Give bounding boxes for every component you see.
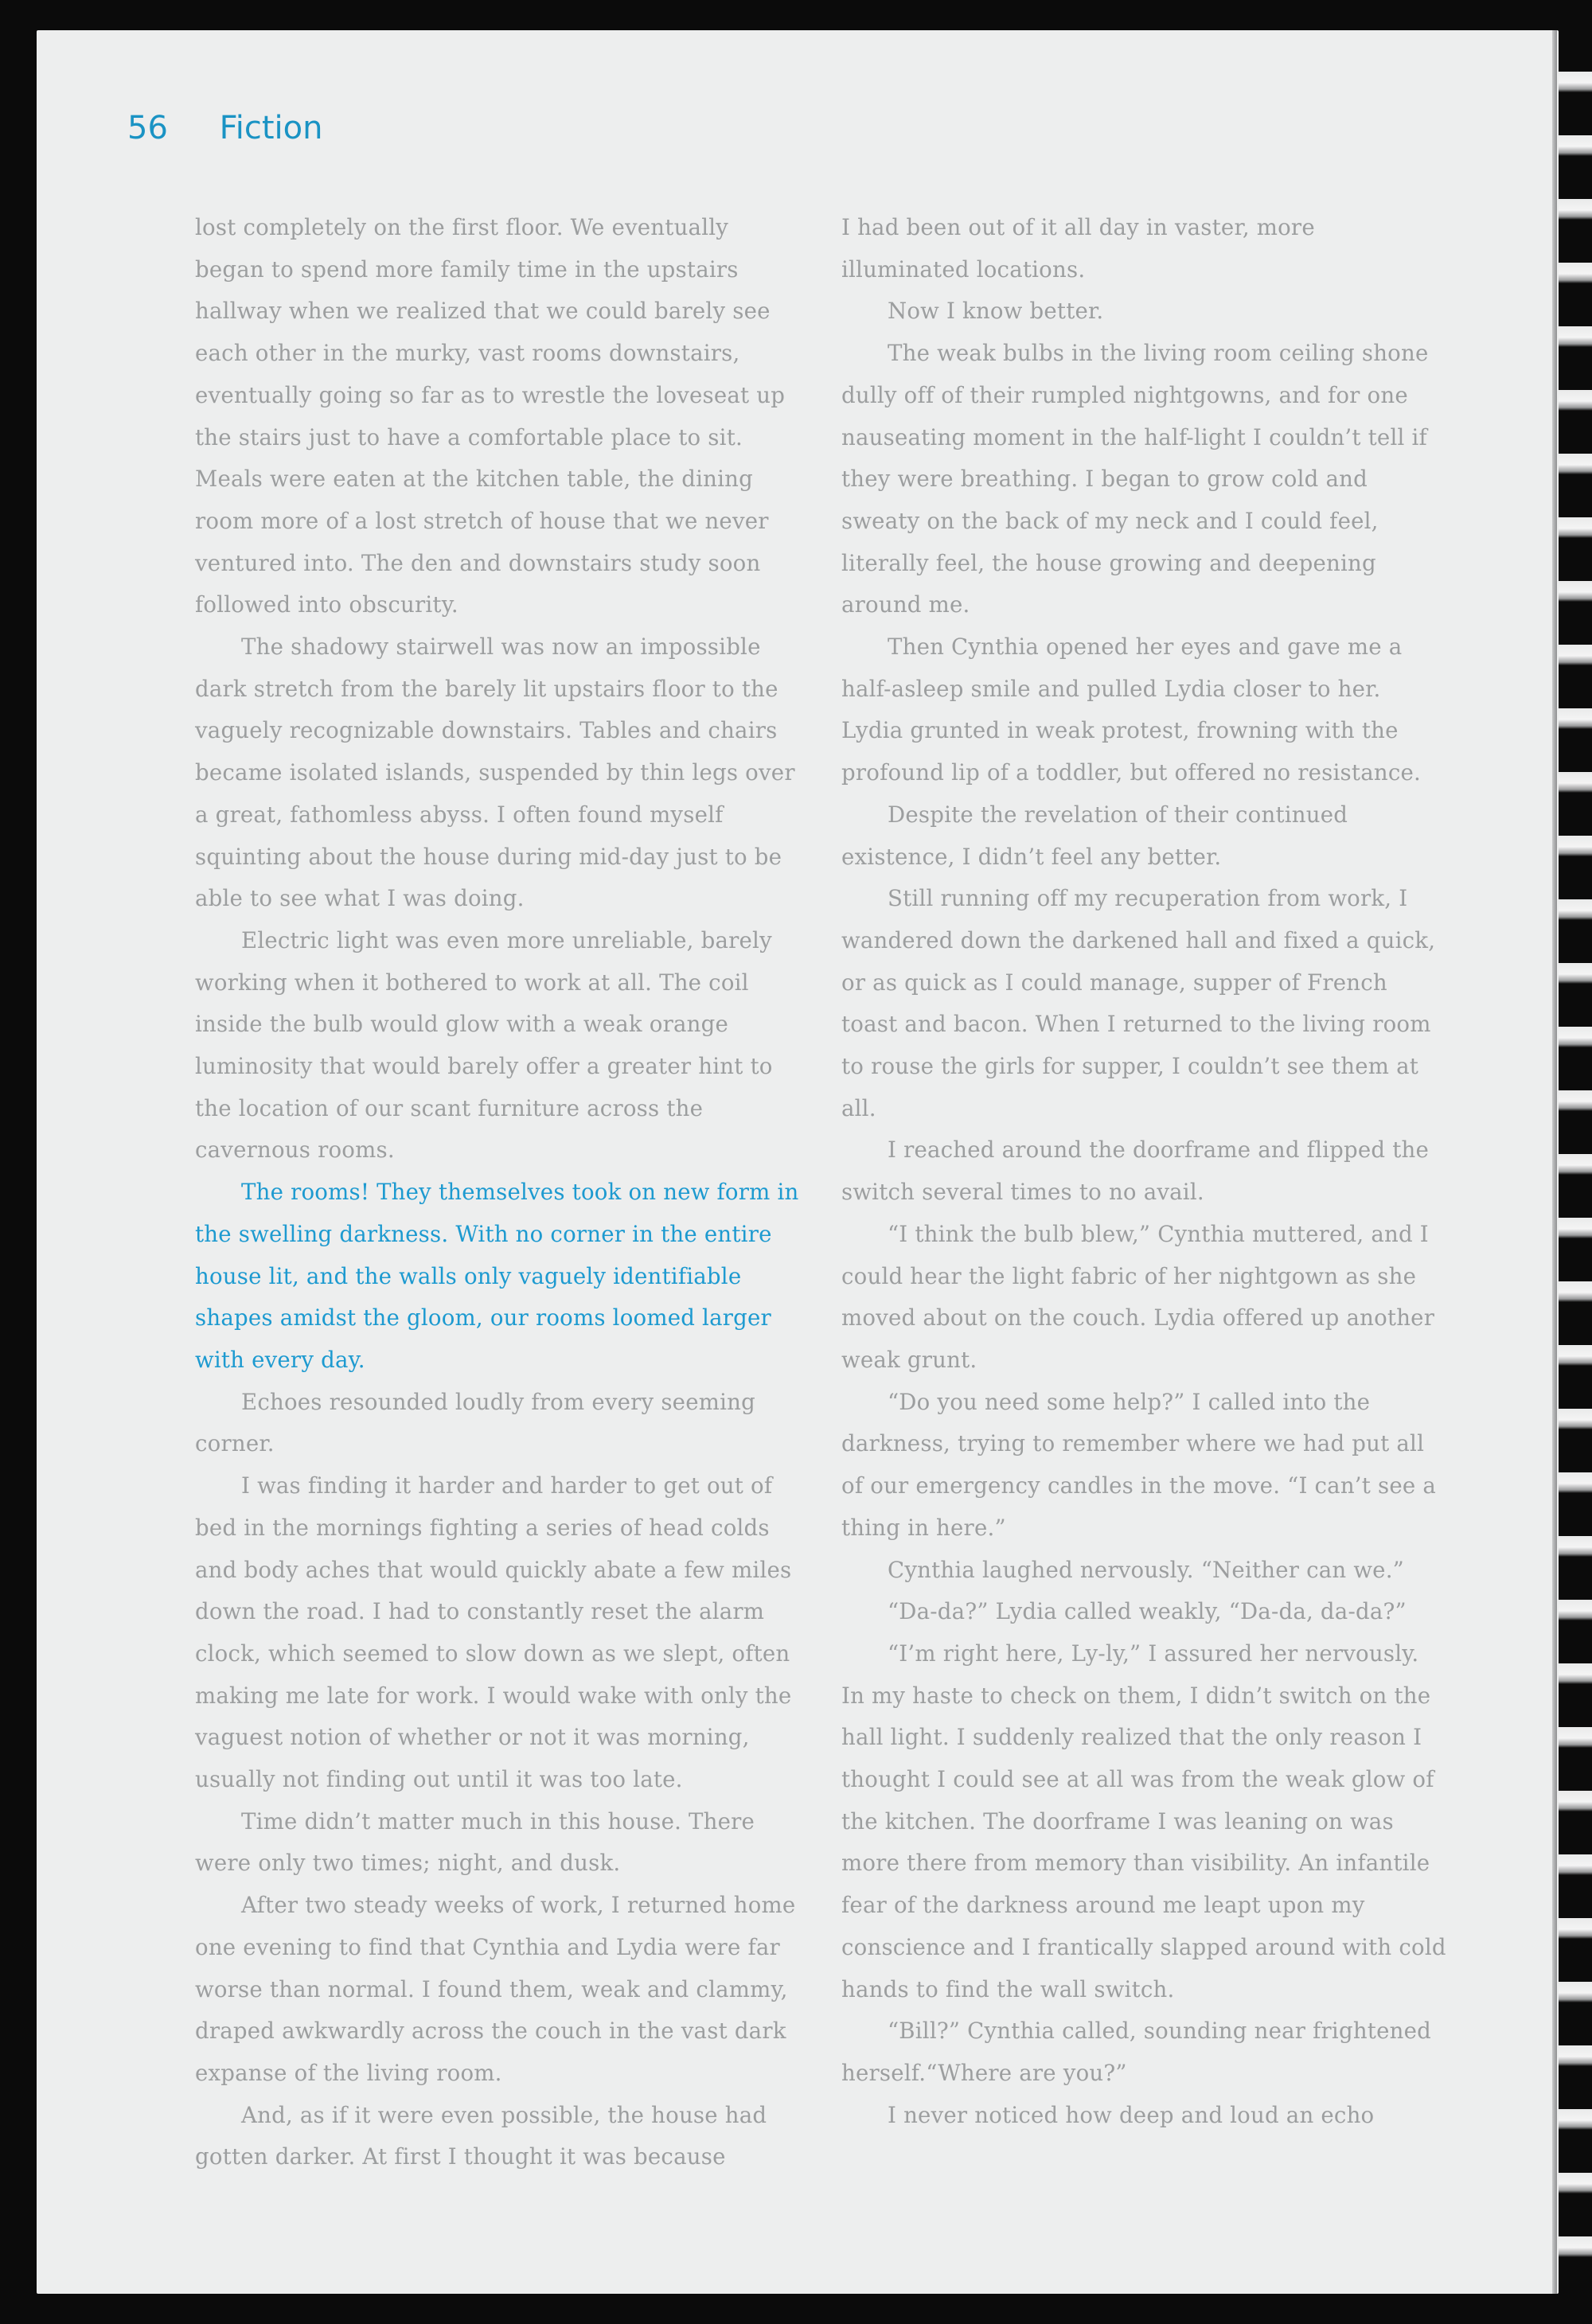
- right-text-column: [841, 207, 1446, 2136]
- paragraph: Now I know better.: [888, 298, 1104, 325]
- highlighted-paragraph: The rooms! They themselves took on new form in the swelling darkness. With no corner in the entire house lit, and the walls only vaguely identifiable shapes amidst the gloom, our rooms loomed larger with every day.: [195, 1179, 799, 1373]
- paragraph: Then Cynthia opened her eyes and gave me a half-asleep smile and pulled Lydia closer to her. Lydia grunted in weak protest, frowning with the profound lip of a toddler, but offered no resistance.: [841, 634, 1421, 786]
- page-spine-shadow: [1552, 30, 1557, 2294]
- paragraph: I never noticed how deep and loud an echo: [888, 2101, 1375, 2128]
- section-title: Fiction: [219, 110, 323, 146]
- paragraph: “Do you need some help?” I called into the darkness, trying to remember where we had put all of our emergency candles in the move. “I can’t see a thing in here.”: [841, 1388, 1437, 1541]
- page-number: 56: [127, 110, 168, 146]
- paragraph: The shadowy stairwell was now an impossible dark stretch from the barely lit upstairs floor to the vaguely recognizable downstairs. Tables and chairs became isolated islands, suspended by thin legs over a great, fathomless abyss. I often found myself squinting about the house during mid-day just to be able to see what I was doing.: [195, 634, 795, 912]
- paragraph: And, as if it were even possible, the house had gotten darker. At first I thought it was because: [195, 2101, 767, 2170]
- paragraph: “I think the bulb blew,” Cynthia muttered, and I could hear the light fabric of her nightgown as she moved about on the couch. Lydia offered up another weak grunt.: [841, 1220, 1435, 1373]
- paragraph: I had been out of it all day in vaster, more illuminated locations.: [841, 214, 1315, 283]
- book-page: [37, 30, 1559, 2294]
- paragraph: The weak bulbs in the living room ceiling shone dully off of their rumpled nightgowns, and for one nauseating moment in the half-light I couldn’t tell if they were breathing. I began to grow cold and sweaty on the back of my neck and I could feel, literally feel, the house growing and deepening around me.: [841, 340, 1429, 618]
- paragraph: After two steady weeks of work, I returned home one evening to find that Cynthia and Lydia were far worse than normal. I found them, weak and clammy, draped awkwardly across the couch in the vast dark expanse of the living room.: [195, 1892, 796, 2086]
- paragraph: lost completely on the first floor. We eventually began to spend more family time in the upstairs hallway when we realized that we could barely see each other in the murky, vast rooms downstairs, eventually going so far as to wrestle the loveseat up the stairs just to have a comfortable place to sit. Meals were eaten at the kitchen table, the dining room more of a lost stretch of house that we never ventured into. The den and downstairs study soon followed into obscurity.: [195, 214, 786, 618]
- paragraph: Despite the revelation of their continued existence, I didn’t feel any better.: [841, 801, 1348, 870]
- paragraph: Still running off my recuperation from work, I wandered down the darkened hall and fixed a quick, or as quick as I could manage, supper of French toast and bacon. When I returned to the living room to rouse the girls for supper, I couldn’t see them at all.: [841, 885, 1436, 1121]
- left-text-column: [195, 207, 800, 2178]
- spiral-binding: [1559, 48, 1592, 2268]
- paragraph: Cynthia laughed nervously. “Neither can we.”: [888, 1556, 1404, 1583]
- paragraph: Electric light was even more unreliable, barely working when it bothered to work at all. The coil inside the bulb would glow with a weak orange luminosity that would barely offer a greater hint to the location of our scant furniture across the cavernous rooms.: [195, 926, 773, 1164]
- paragraph: I reached around the doorframe and flipped the switch several times to no avail.: [841, 1137, 1430, 1206]
- paragraph: “Da-da?” Lydia called weakly, “Da-da, da-da?”: [888, 1598, 1407, 1625]
- paragraph: “Bill?” Cynthia called, sounding near frightened herself.“Where are you?”: [841, 2018, 1431, 2086]
- paragraph: Time didn’t matter much in this house. There were only two times; night, and dusk.: [195, 1807, 755, 1877]
- paragraph: I was finding it harder and harder to get out of bed in the mornings fighting a series of head colds and body aches that would quickly abate a few miles down the road. I had to constantly reset the alarm clock, which seemed to slow down as we slept, often making me late for work. I would wake with only the vaguest notion of whether or not it was morning, usually not finding out until it was too late.: [195, 1472, 792, 1793]
- paragraph: Echoes resounded loudly from every seeming corner.: [195, 1388, 755, 1457]
- paragraph: “I’m right here, Ly-ly,” I assured her nervously. In my haste to check on them, I didn’t switch on the hall light. I suddenly realized that the only reason I thought I could see at all was from the weak glow of the kitchen. The doorframe I was leaning on was more there from memory than visibility. An infantile fear of the darkness around me leapt upon my conscience and I frantically slapped around with cold hands to find the wall switch.: [841, 1640, 1446, 2002]
- page-header: [127, 110, 322, 146]
